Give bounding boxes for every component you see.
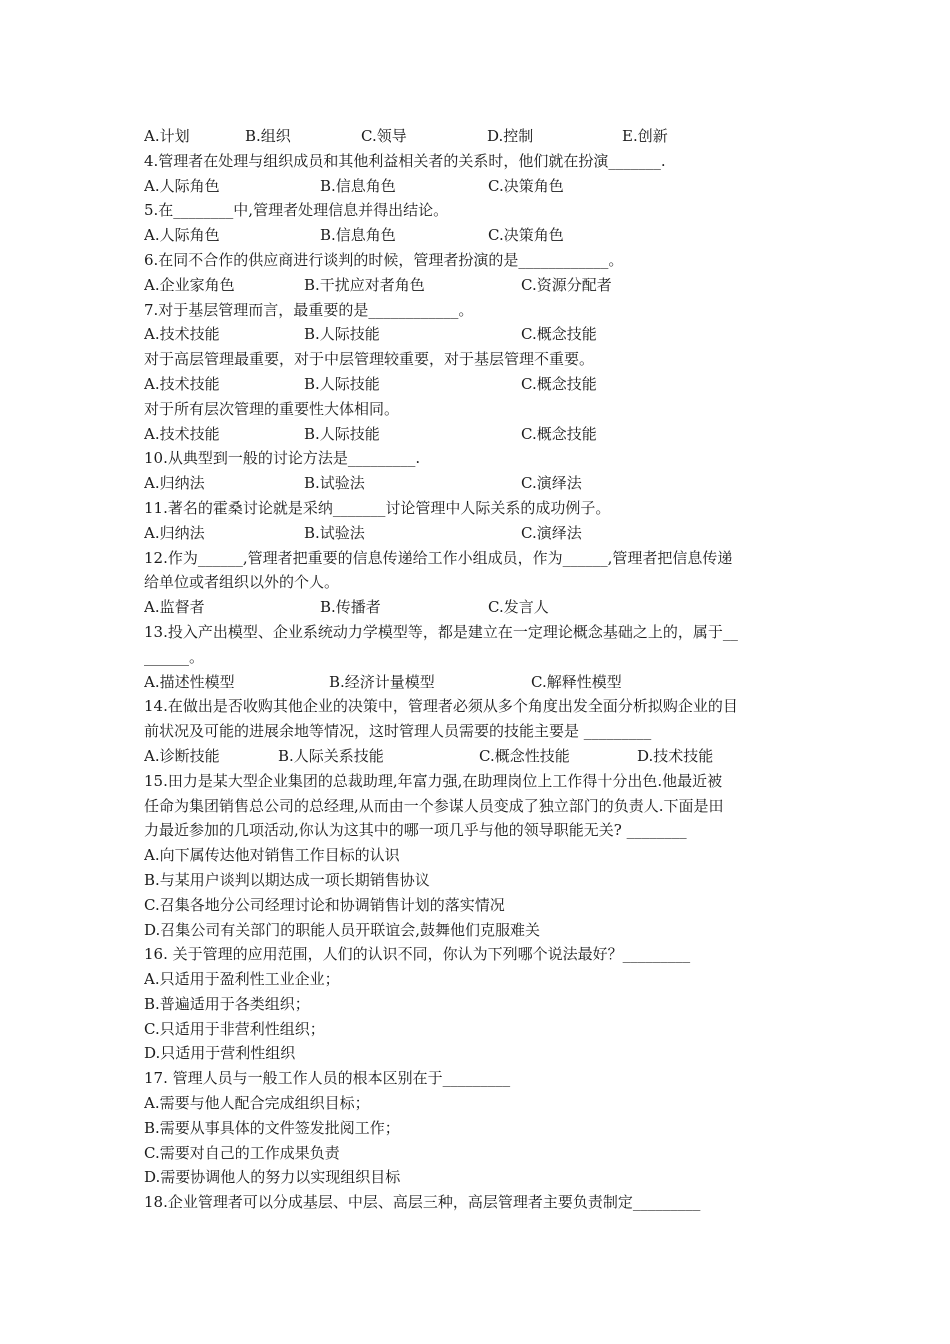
option-row [144,372,812,397]
text-line: C.召集各地分公司经理讨论和协调销售计划的落实情况 [144,895,505,914]
text-line: C.需要对自己的工作成果负责 [144,1143,340,1162]
option-item: A.计划 [144,127,190,145]
option-item: A.归纳法 [144,523,205,542]
option-item: D.技术技能 [637,746,714,765]
option-item: C.决策角色 [488,176,564,195]
option-row [144,521,812,546]
text-line: 5.在________中,管理者处理信息并得出结论。 [144,201,449,220]
option-item: A.人际角色 [144,226,220,245]
option-item: C.演绎法 [521,474,582,493]
text-line: 给单位或者组织以外的个人。 [144,573,340,592]
text-line: B.普遍适用于各类组织； [144,994,310,1013]
option-row [144,174,812,199]
text-line: 力最近参加的几项活动,你认为这其中的哪一项几乎与他的领导职能无关? ________ [144,821,687,840]
text-line: 4.管理者在处理与组织成员和其他利益相关者的关系时，他们就在扮演_______. [144,151,666,170]
option-row [144,273,812,298]
option-item: C.概念性技能 [479,746,570,765]
option-row [144,124,812,149]
text-line: 18.企业管理者可以分成基层、中层、高层三种，高层管理者主要负责制定_________ [144,1193,701,1212]
option-row [144,471,812,496]
text-line: 17. 管理人员与一般工作人员的根本区别在于_________ [144,1069,511,1088]
option-item: E.创新 [622,127,668,145]
text-line: A.向下属传达他对销售工作目标的认识 [144,846,400,865]
option-row [144,322,812,347]
option-item: A.描述性模型 [144,672,235,691]
option-item: A.归纳法 [144,474,205,493]
option-item: A.人际角色 [144,176,220,195]
text-line: 10.从典型到一般的讨论方法是_________. [144,449,421,468]
text-line: ______。 [144,647,205,666]
option-item: C.领导 [361,127,407,145]
text-line: 11.著名的霍桑讨论就是采纳_______讨论管理中人际关系的成功例子。 [144,498,611,517]
text-line: 14.在做出是否收购其他企业的决策中，管理者必须从多个角度出发全面分析拟购企业的目 [144,697,738,716]
option-item: C.概念技能 [521,424,597,443]
option-row [144,595,812,620]
option-item: C.决策角色 [488,226,564,245]
option-item: C.发言人 [488,598,549,617]
option-item: C.解释性模型 [531,672,622,691]
option-row [144,670,812,695]
option-item: B.组织 [245,127,291,145]
text-line: B.与某用户谈判以期达成一项长期销售协议 [144,870,430,889]
text-line: 15.田力是某大型企业集团的总裁助理,年富力强,在助理岗位上工作得十分出色.他最近被 [144,771,723,790]
option-item: A.技术技能 [144,325,220,344]
option-item: A.诊断技能 [144,746,220,765]
option-item: B.人际技能 [304,325,380,344]
option-item: C.概念技能 [521,374,597,393]
text-line: 13.投入产出模型、企业系统动力学模型等，都是建立在一定理论概念基础之上的，属于__ [144,622,738,641]
option-item: B.传播者 [320,598,381,617]
option-item: D.控制 [487,127,534,145]
document-content [144,124,812,1215]
text-line: B.需要从事具体的文件签发批阅工作； [144,1118,400,1137]
option-item: C.资源分配者 [521,275,612,294]
option-item: B.信息角色 [320,176,396,195]
text-line: 对于所有层次管理的重要性大体相同。 [144,399,400,418]
option-row [144,223,812,248]
text-line: A.需要与他人配合完成组织目标； [144,1094,370,1113]
option-item: C.演绎法 [521,523,582,542]
option-row [144,744,812,769]
text-line: 对于高层管理最重要，对于中层管理较重要，对于基层管理不重要。 [144,350,595,369]
text-line: D.召集公司有关部门的职能人员开联谊会,鼓舞他们克服难关 [144,920,541,939]
option-item: B.干扰应对者角色 [304,275,425,294]
option-item: B.人际技能 [304,374,380,393]
text-line: 6.在同不合作的供应商进行谈判的时候，管理者扮演的是____________。 [144,250,624,269]
text-line: 7.对于基层管理而言，最重要的是____________。 [144,300,474,319]
text-line: A.只适用于盈利性工业企业； [144,970,340,989]
option-item: B.人际技能 [304,424,380,443]
option-item: B.信息角色 [320,226,396,245]
text-line: D.需要协调他人的努力以实现组织目标 [144,1168,401,1187]
text-line: 前状况及可能的进展余地等情况，这时管理人员需要的技能主要是 _________ [144,722,652,741]
text-line: 16. 关于管理的应用范围，人们的认识不同，你认为下列哪个说法最好？_________ [144,945,691,964]
option-row [144,422,812,447]
option-item: B.试验法 [304,474,365,493]
option-item: B.试验法 [304,523,365,542]
text-line: 任命为集团销售总公司的总经理,从而由一个参谋人员变成了独立部门的负责人.下面是田 [144,796,724,815]
text-line: C.只适用于非营利性组织； [144,1019,325,1038]
text-line: D.只适用于营利性组织 [144,1044,296,1063]
text-line: 12.作为______,管理者把重要的信息传递给工作小组成员，作为______,管理者把信息传递 [144,548,733,567]
option-item: C.概念技能 [521,325,597,344]
option-item: A.技术技能 [144,374,220,393]
option-item: A.技术技能 [144,424,220,443]
option-item: B.经济计量模型 [329,672,435,691]
option-item: B.人际关系技能 [278,746,384,765]
option-item: A.企业家角色 [144,275,235,294]
option-item: A.监督者 [144,598,205,617]
